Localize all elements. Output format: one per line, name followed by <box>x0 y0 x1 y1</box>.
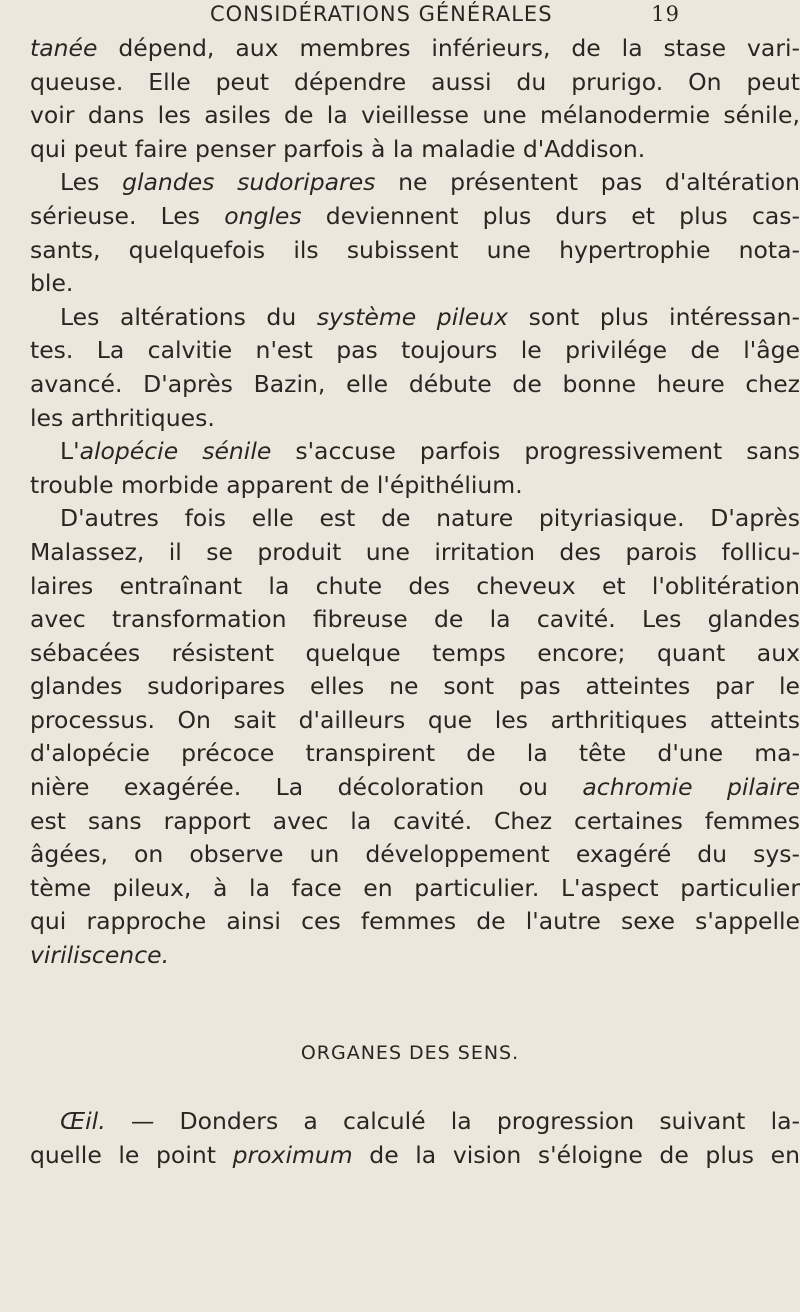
italic-term: glandes sudoripares <box>122 168 376 197</box>
italic-term: tanée <box>30 34 98 62</box>
text-line: qui peut faire penser parfois à la maladie d'Addison. <box>30 134 646 163</box>
body-text-continued <box>30 1104 800 1171</box>
italic-term: Œil. <box>60 1107 106 1135</box>
text-line <box>30 301 800 335</box>
page-number: 19 <box>651 2 680 26</box>
italic-term: ongles <box>224 201 302 230</box>
text-line: sants, quelquefois ils subissent une hypertrophie nota- <box>30 235 800 264</box>
text-span: sont plus intéressan- <box>508 302 800 331</box>
text-line: voir dans les asiles de la vieillesse une mélanodermie sénile, <box>30 101 800 130</box>
text-line: est sans rapport avec la cavité. Chez certaines femmes <box>30 806 800 835</box>
text-line: ble. <box>30 269 74 298</box>
italic-term: alopécie sénile <box>79 437 272 466</box>
text-span: sérieuse. Les <box>30 201 225 230</box>
text-line: âgées, on observe un développement exagéré du sys- <box>30 840 800 869</box>
text-span: dépend, aux membres inférieurs, de la stase vari- <box>97 34 800 62</box>
section-title: ORGANES DES SENS. <box>300 1042 520 1064</box>
italic-term: proximum <box>232 1140 353 1169</box>
text-line: les arthritiques. <box>30 403 215 432</box>
italic-term: viriliscence. <box>30 941 170 970</box>
text-span: de la vision s'éloigne de plus en <box>352 1140 800 1169</box>
text-line <box>30 32 800 66</box>
text-line: Malassez, il se produit une irritation des parois follicu- <box>30 537 800 566</box>
italic-term: achromie pilaire <box>582 773 800 802</box>
text-line: glandes sudoripares elles ne sont pas atteintes par le <box>30 672 800 701</box>
text-line <box>30 166 800 200</box>
text-span: quelle le point <box>30 1140 233 1169</box>
text-span: ne présentent pas d'altération <box>375 168 800 197</box>
text-line: tème pileux, à la face en particulier. L'aspect particulier <box>30 873 800 902</box>
text-line: avec transformation fibreuse de la cavité. Les glandes <box>30 605 800 634</box>
text-line <box>30 1138 800 1172</box>
text-line: queuse. Elle peut dépendre aussi du prurigo. On peut <box>30 67 800 96</box>
text-line: qui rapproche ainsi ces femmes de l'autre sexe s'appelle <box>30 907 800 936</box>
text-line: avancé. D'après Bazin, elle débute de bonne heure chez <box>30 369 800 398</box>
text-line: processus. On sait d'ailleurs que les arthritiques atteints <box>30 705 800 734</box>
running-header <box>210 2 680 26</box>
text-line <box>30 200 800 234</box>
text-line <box>30 771 800 805</box>
text-span: s'accuse parfois progressivement sans <box>271 437 800 466</box>
body-text <box>30 32 800 973</box>
italic-term: système pileux <box>316 302 509 331</box>
running-title: CONSIDÉRATIONS GÉNÉRALES <box>210 2 553 26</box>
text-line <box>30 435 800 469</box>
text-line: d'alopécie précoce transpirent de la tête d'une ma- <box>30 739 800 768</box>
text-span: Les <box>60 168 123 197</box>
text-line <box>30 1104 800 1138</box>
text-line: D'autres fois elle est de nature pityriasique. D'après <box>60 504 800 533</box>
text-span: Les altérations du <box>60 302 317 331</box>
text-line: laires entraînant la chute des cheveux et l'oblitération <box>30 571 800 600</box>
text-span: L' <box>60 437 80 466</box>
text-span: nière exagérée. La décoloration ou <box>30 773 583 802</box>
text-line <box>30 939 800 973</box>
text-line: sébacées résistent quelque temps encore; quant aux <box>30 638 800 667</box>
text-span: — Donders a calculé la progression suivant la- <box>105 1107 800 1135</box>
text-span: deviennent plus durs et plus cas- <box>301 201 800 230</box>
text-line: trouble morbide apparent de l'épithélium. <box>30 470 523 499</box>
text-line: tes. La calvitie n'est pas toujours le privilége de l'âge <box>30 336 800 365</box>
